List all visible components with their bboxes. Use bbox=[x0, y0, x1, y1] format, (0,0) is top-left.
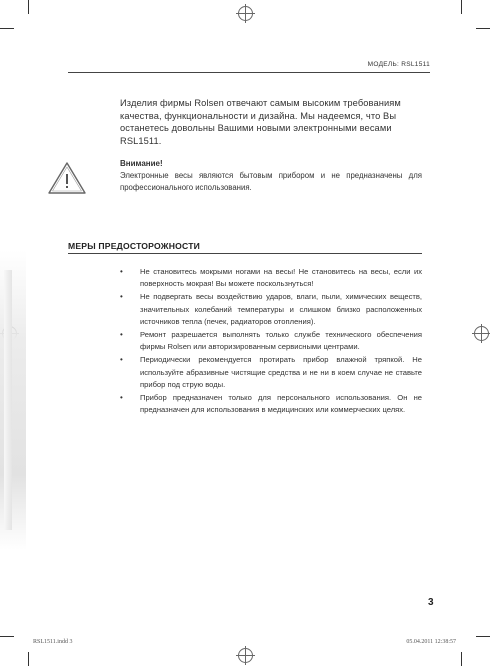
registration-mark-icon bbox=[238, 648, 253, 663]
crop-mark bbox=[461, 652, 462, 666]
section-rule bbox=[68, 253, 422, 254]
list-item: • Прибор предназначен только для персонального использования. Он не предназначен для использования в медицинских или коммерческих целях. bbox=[120, 393, 422, 415]
crop-mark bbox=[28, 0, 29, 14]
list-item: • Не становитесь мокрыми ногами на весы! Не становитесь на весы, если их поверхность мокрая! Вы можете поскользнуться! bbox=[120, 267, 422, 289]
warning-title: Внимание! bbox=[120, 159, 163, 168]
list-item: • Не подвергать весы воздействию ударов, влаги, пыли, химических веществ, значительных колебаний температуры и слишком близко расположенных источников тепла (печек, радиаторов отопления). bbox=[120, 292, 422, 326]
bullet-icon: • bbox=[120, 330, 123, 340]
precautions-list bbox=[120, 266, 422, 417]
crop-mark bbox=[0, 636, 14, 637]
decorative-side-strip bbox=[0, 250, 26, 550]
warning-text: Электронные весы являются бытовым прибором и не предназначены для профессионального использования. bbox=[120, 171, 422, 192]
model-label: МОДЕЛЬ: RSL1511 bbox=[367, 61, 430, 68]
bullet-icon: • bbox=[120, 267, 123, 276]
crop-mark bbox=[476, 636, 490, 637]
list-item: • Периодически рекомендуется протирать прибор влажной тряпкой. Не используйте абразивные чистящие средства и не ни в коем случае не ставьте прибор под струю воды. bbox=[120, 355, 422, 389]
warning-triangle-icon bbox=[46, 160, 88, 196]
list-item: • Ремонт разрешается выполнять только службе технического обеспечения фирмы Rolsen или авторизированным сервисными центрами. bbox=[120, 330, 422, 352]
footer-file: RSL1511.indd 3 bbox=[33, 639, 73, 645]
crop-mark bbox=[476, 28, 490, 29]
intro-paragraph: Изделия фирмы Rolsen отвечают самым высоким требованиям качества, функциональности и дизайна. Мы надеемся, что Вы останетесь довольны Вашими новыми электронными весами RSL1511. bbox=[120, 98, 401, 146]
crop-mark bbox=[28, 652, 29, 666]
bullet-icon: • bbox=[120, 393, 123, 403]
section-title: МЕРЫ ПРЕДОСТОРОЖНОСТИ bbox=[68, 241, 201, 251]
crop-mark bbox=[461, 0, 462, 14]
footer-date: 05.04.2011 12:38:57 bbox=[406, 639, 456, 645]
header-rule bbox=[68, 72, 430, 73]
page-number: 3 bbox=[428, 597, 434, 608]
registration-mark-icon bbox=[238, 6, 253, 21]
bullet-icon: • bbox=[120, 292, 123, 302]
registration-mark-icon bbox=[474, 326, 489, 341]
crop-mark bbox=[0, 28, 14, 29]
bullet-icon: • bbox=[120, 355, 123, 365]
